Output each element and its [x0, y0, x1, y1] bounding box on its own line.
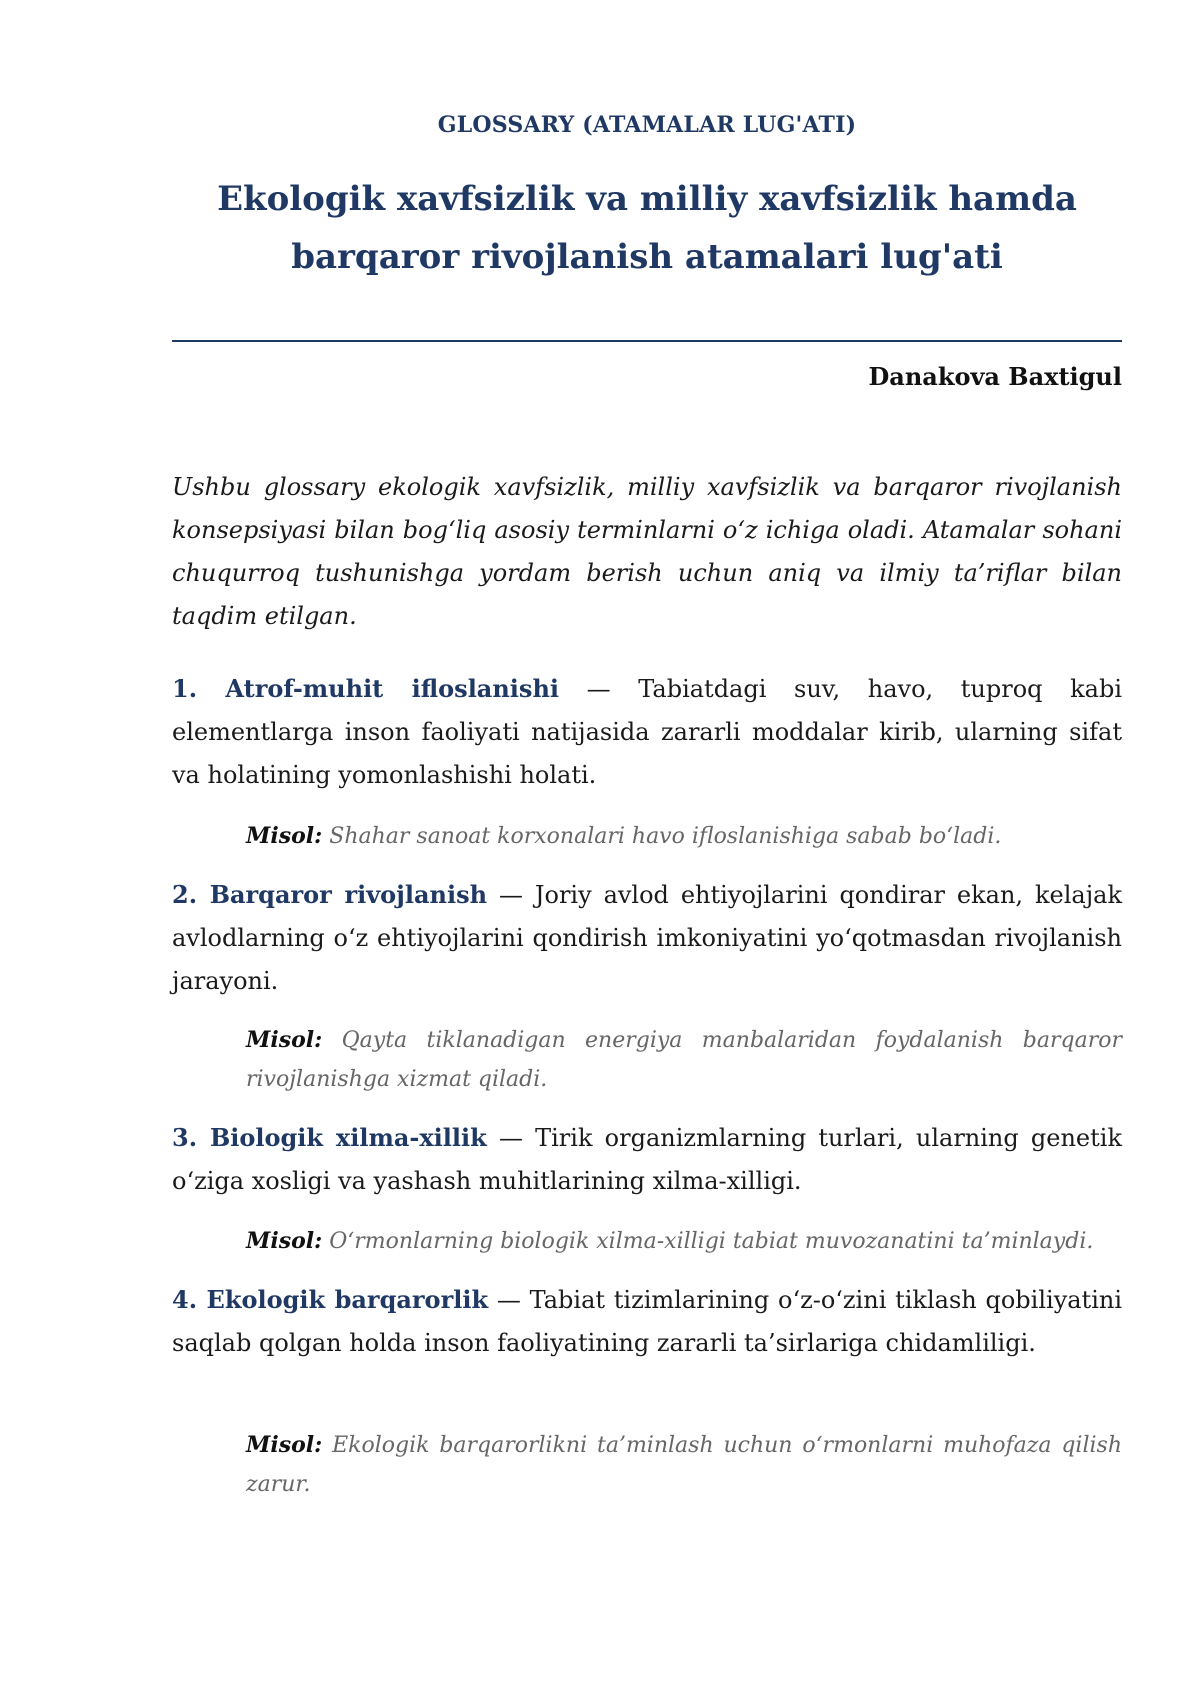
- title-line-1: Ekologik xavfsizlik va milliy xavfsizlik hamda: [217, 179, 1077, 219]
- document-title: [172, 170, 1122, 286]
- term-example: [246, 1222, 1122, 1261]
- term-number: 4.: [172, 1285, 198, 1314]
- glossary-entry: [172, 873, 1122, 1003]
- term-number: 1.: [172, 674, 198, 703]
- term-dash: —: [487, 881, 535, 909]
- term-name: Barqaror rivojlanish: [209, 880, 488, 909]
- term-definition: Tabiat tizimlarining o‘z-o‘zini tiklash qobiliyatini saqlab qolgan holda inson faoliyatining zararli ta’sirlariga chidamliligi.: [172, 1286, 1123, 1357]
- term-heading: [172, 1285, 488, 1314]
- example-label: Misol:: [246, 1432, 323, 1458]
- example-text: Ekologik barqarorlikni ta’minlash uchun o‘rmonlarni muhofaza qilish zarur.: [246, 1433, 1122, 1497]
- term-number: 2.: [172, 880, 198, 909]
- example-label: Misol:: [246, 1228, 323, 1254]
- term-definition: Joriy avlod ehtiyojlarini qondirar ekan, kelajak avlodlarning o‘z ehtiyojlarini qondirish imkoniyatini yo‘qotmasdan rivojlanish jarayoni.: [172, 881, 1122, 995]
- term-example: [246, 1426, 1122, 1504]
- glossary-entry: [172, 667, 1122, 797]
- term-dash: —: [488, 1286, 530, 1314]
- term-dash: —: [559, 675, 639, 703]
- term-number: 3.: [172, 1123, 198, 1152]
- term-name: Biologik xilma-xillik: [209, 1123, 487, 1152]
- term-heading: [172, 880, 487, 909]
- title-divider: [172, 340, 1122, 342]
- example-label: Misol:: [246, 1027, 323, 1053]
- term-example: [246, 1021, 1122, 1099]
- example-label: Misol:: [246, 823, 323, 849]
- example-text: Shahar sanoat korxonalari havo ifloslanishiga sabab bo‘ladi.: [329, 824, 1002, 849]
- author-name: Danakova Baxtigul: [868, 362, 1122, 391]
- glossary-entry: [172, 1116, 1122, 1203]
- term-definition: Tabiatdagi suv, havo, tuproq kabi elementlarga inson faoliyati natijasida zararli moddalar kirib, ularning sifat va holatining yomonlashishi holati.: [172, 675, 1123, 789]
- term-definition: Tirik organizmlarning turlari, ularning genetik o‘ziga xosligi va yashash muhitlarining xilma-xilligi.: [172, 1124, 1122, 1195]
- example-text: O‘rmonlarning biologik xilma-xilligi tabiat muvozanatini ta’minlaydi.: [329, 1229, 1094, 1254]
- document-label: GLOSSARY (ATAMALAR LUG'ATI): [437, 112, 857, 138]
- title-line-2: barqaror rivojlanish atamalari lug'ati: [291, 237, 1003, 277]
- intro-paragraph: Ushbu glossary ekologik xavfsizlik, milliy xavfsizlik va barqaror rivojlanish konsepsiyasi bilan bog‘liq asosiy terminlarni o‘z ichiga oladi. Atamalar sohani chuqurroq tushunishga yordam berish uchun aniq va ilmiy ta’riflar bilan taqdim etilgan.: [172, 473, 1122, 630]
- term-dash: —: [486, 1124, 536, 1152]
- term-name: Atrof-muhit ifloslanishi: [225, 674, 560, 703]
- term-heading: [172, 674, 559, 703]
- glossary-entry: [172, 1278, 1122, 1365]
- term-heading: [172, 1123, 487, 1152]
- term-name: Ekologik barqarorlik: [206, 1285, 489, 1314]
- term-example: [246, 817, 1122, 856]
- example-text: Qayta tiklanadigan energiya manbalaridan foydalanish barqaror rivojlanishga xizmat qiladi.: [246, 1028, 1122, 1092]
